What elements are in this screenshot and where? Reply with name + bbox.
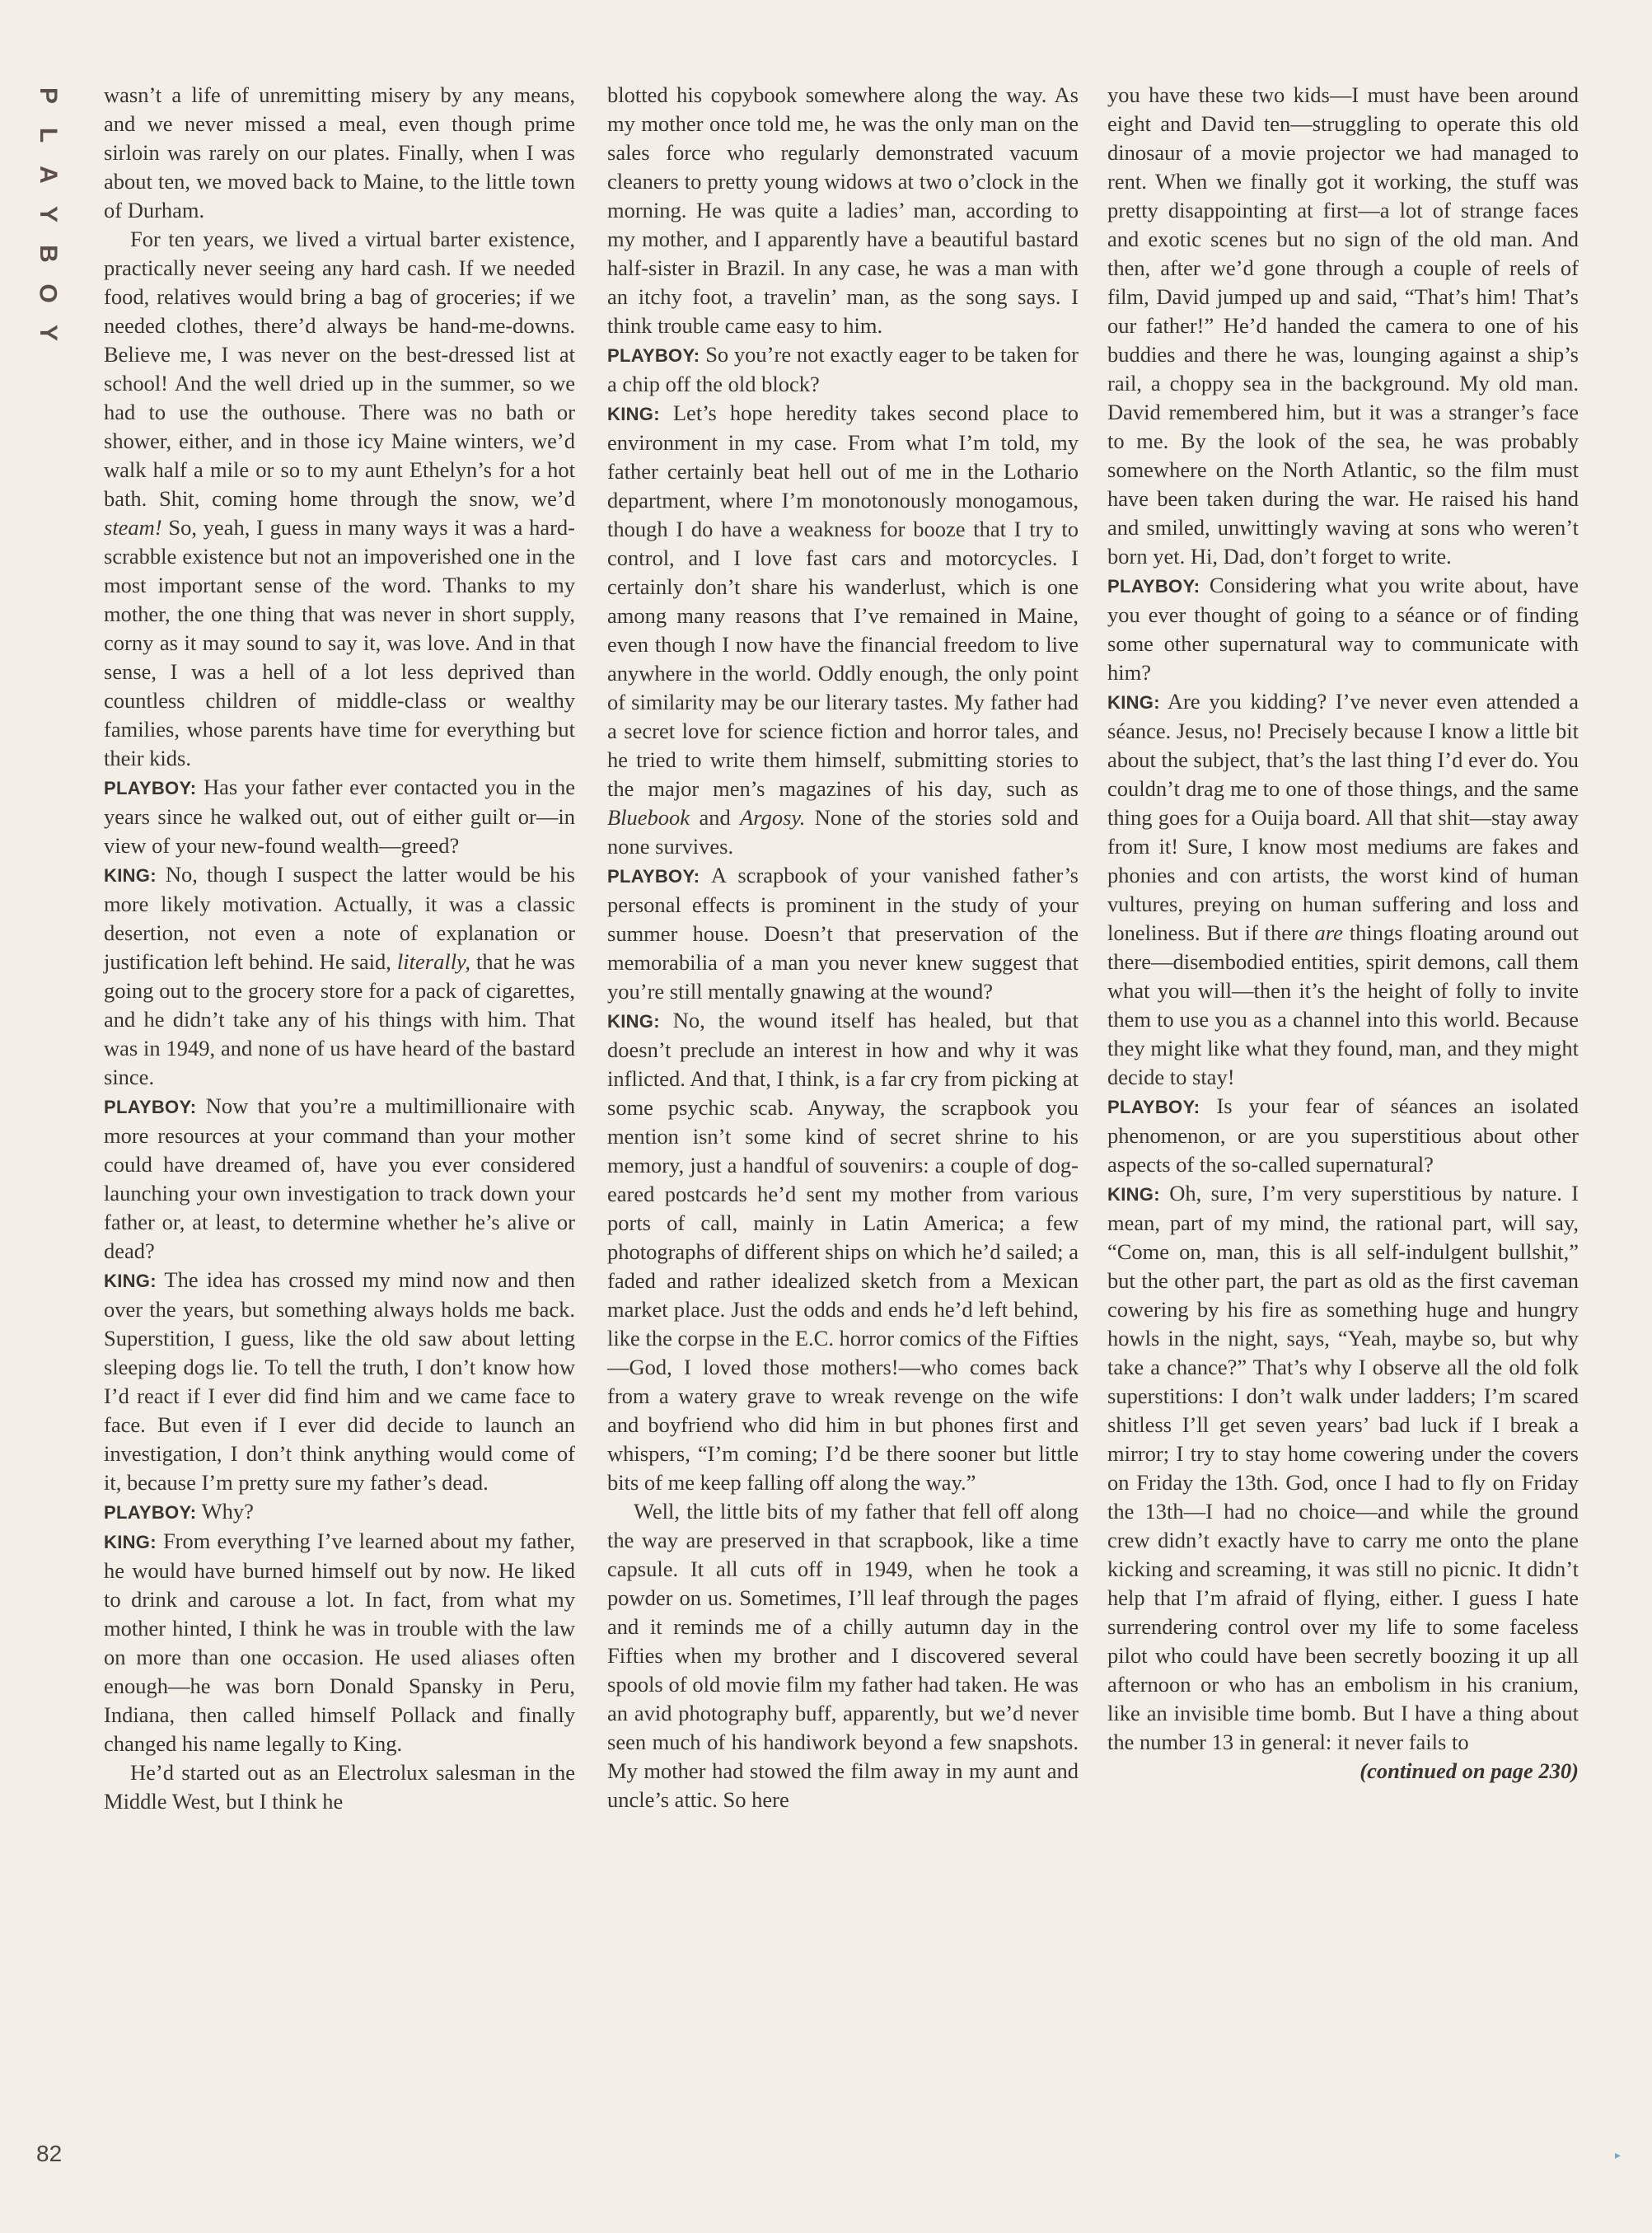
running-head [31,76,64,353]
paragraph-text: So you’re not exactly eager to be taken for a chip off the old block? [607,342,1079,396]
paragraph [607,340,1079,399]
paragraph [607,1497,1079,1814]
speaker-label: PLAYBOY: [104,1097,197,1117]
paragraph-text: Why? [201,1499,254,1524]
paragraph [1107,1092,1579,1179]
running-head-letter: B [34,245,62,263]
speaker-label: KING: [607,404,660,424]
speaker-label: PLAYBOY: [104,1502,197,1523]
text-column-1 [104,81,575,1816]
page-number: 82 [36,2141,63,2166]
paragraph-text: Considering what you write about, have you ever thought of going to a séance or of finding some other supernatural way to communicate with him? [1107,573,1579,685]
paragraph [607,1006,1079,1497]
speaker-label: KING: [104,1271,157,1291]
paragraph [104,225,575,773]
paragraph-text: Has your father ever contacted you in the years since he walked out, out of either guilt or—in view of your new-found wealth—greed? [104,775,576,858]
running-head-letter: Y [34,205,62,223]
paragraph-text: From everything I’ve learned about my father, he would have burned himself out by now. He liked to drink and carouse a lot. In fact, from what my mother hinted, I think he was in trouble with the law on more than one occasion. He used aliases often enough—he was born Donald Spansky in Peru, Indiana, then called himself Pollack and finally changed his name legally to King. [104,1528,575,1756]
paragraph-text: The idea has crossed my mind now and then over the years, but something always holds me back. Superstition, I guess, like the old saw about letting sleeping dogs lie. To tell the truth, I don’t know how I’d react if I ever did find him and we came face to face. But even if I ever did decide to launch an investigation, I don’t think anything would come of it, because I’m pretty sure my father’s dead. [104,1267,575,1495]
paragraph [104,1758,575,1816]
paragraph-text: For ten years, we lived a virtual barter existence, practically never seeing any hard cash. If we needed food, relatives would bring a bag of groceries; if we needed clothes, there’d always be hand-me-downs. Believe me, I was never on the best-dressed list at school! And the well dried up in the summer, so we had to use the outhouse. There was no bath or shower, either, and in those icy Maine winters, we’d walk half a mile or so to my aunt Ethelyn’s for a hot bath. Shit, coming home through the snow, we’d steam! So, yeah, I guess in many ways it was a hard-scrabble existence but not an impoverished one in the most important sense of the word. Thanks to my mother, the one thing that was never in short supply, corny as it may sound to say it, was love. And in that sense, I was a hell of a lot less deprived than countless children of middle-class or wealthy families, whose parents have time for everything but their kids. [104,227,575,770]
paragraph [104,81,575,225]
paragraph [607,399,1079,861]
paragraph-text: No, the wound itself has healed, but that doesn’t preclude an interest in how and why it was inflicted. And that, I think, is a far cry from picking at some psychic scab. Anyway, the scrapbook you mention isn’t some kind of secret shrine to his memory, just a handful of souvenirs: a couple of dog-eared postcards he’d sent my mother from various ports of call, mainly in Latin America; a few photographs of different ships on which he’d sailed; a faded and rather idealized sketch from a Mexican market place. Just the odds and ends he’d left behind, like the corpse in the E.C. horror comics of the Fifties—God, I loved those mothers!—who comes back from a watery grave to wreak revenge on the wife and boyfriend who did him in but phones first and whispers, “I’m coming; I’d be there sooner but little bits of me keep falling off along the way.” [607,1008,1079,1495]
paragraph-text: Now that you’re a multimillionaire with more resources at your command than your mother could have dreamed of, have you ever considered launching your own investigation to track down your father or, at least, to determine whether he’s alive or dead? [104,1093,575,1263]
paragraph [607,861,1079,1006]
paragraph [607,81,1079,340]
paragraph [1107,81,1579,571]
paragraph [1107,571,1579,687]
text-column-3 [1107,81,1579,1786]
paragraph-text: Oh, sure, I’m very superstitious by nature. I mean, part of my mind, the rational part, will say, “Come on, man, this is all self-indulgent bullshit,” but the other part, the part as old as the first caveman cowering by his fire as something huge and hungry howls in the night, says, “Yeah, maybe so, but why take a chance?” That’s why I observe all the old folk superstitions: I don’t walk under ladders; I’m scared shitless I’ll get seven years’ bad luck if I break a mirror; I try to stay home cowering under the covers on Friday the 13th. God, once I had to fly on Friday the 13th—I had no choice—and while the ground crew didn’t exactly have to carry me onto the plane kicking and screaming, it was still no picnic. It didn’t help that I’m afraid of flying, either. I guess I hate surrendering control over my life to some faceless pilot who could have been secretly boozing it up all afternoon or who has an embolism in his cranium, like an invisible time bomb. But I have a thing about the number 13 in general: it never fails to [1107,1181,1579,1754]
running-head-letter: O [35,283,62,303]
speaker-label: PLAYBOY: [1107,576,1200,597]
running-head-letter: P [34,87,62,105]
paragraph-text: blotted his copybook somewhere along the way. As my mother once told me, he was the only man on the sales force who regularly demonstrated vacuum cleaners to pretty young widows at two o’clock in the morning. He was quite a ladies’ man, according to my mother, and I apparently have a beautiful bastard half-sister in Brazil. In any case, he was a man with an itchy foot, a travelin’ man, as the song says. I think trouble came easy to him. [607,82,1079,338]
continued-line: (continued on page 230) [1360,1758,1579,1783]
speaker-label: PLAYBOY: [104,778,197,798]
paragraph [104,773,575,860]
paragraph [104,860,575,1092]
speaker-label: PLAYBOY: [607,866,700,887]
paragraph-text: Is your fear of séances an isolated phenomenon, or are you superstitious about other aspects of the so-called supernatural? [1107,1093,1579,1177]
paragraph [1107,1179,1579,1757]
corner-mark: ▸ [1615,2150,1622,2162]
paragraph-text: A scrapbook of your vanished father’s personal effects is prominent in the study of your summer house. Doesn’t that preservation of the memorabilia of a man you never knew suggest that you’re still mentally gnawing at the wound? [607,863,1079,1004]
paragraph-text: Well, the little bits of my father that fell off along the way are preserved in that scrapbook, like a time capsule. It all cuts off in 1949, when he took a powder on us. Sometimes, I’ll leaf through the pages and it reminds me of a chilly autumn day in the Fifties when my brother and I discovered several spools of old movie film my father had taken. He was an avid photography buff, apparently, but we’d never seen much of his handiwork beyond a few snapshots. My mother had stowed the film away in my aunt and uncle’s attic. So here [607,1499,1079,1812]
paragraph-text: He’d started out as an Electrolux salesman in the Middle West, but I think he [104,1760,575,1814]
running-head-letter: L [34,127,62,143]
paragraph-text: wasn’t a life of unremitting misery by any means, and we never missed a meal, even though prime sirloin was rarely on our plates. Finally, when I was about ten, we moved back to Maine, to the little town of Durham. [104,82,575,222]
paragraph-text: No, though I suspect the latter would be his more likely motivation. Actually, it was a classic desertion, not even a note of explanation or justification left behind. He said, literally, that he was going out to the grocery store for a pack of cigarettes, and he didn’t take any of his things with him. That was in 1949, and none of us have heard of the bastard since. [104,862,575,1089]
paragraph-text: Let’s hope heredity takes second place to environment in my case. From what I’m told, my father certainly beat hell out of me in the Lothario department, where I’m monotonously monogamous, though I do have a weakness for booze that I try to control, and I love fast cars and motorcycles. I certainly don’t share his wanderlust, which is one among many reasons that I’ve remained in Maine, even though I now have the financial freedom to live anywhere in the world. Oddly enough, the only point of similarity may be our literary tastes. My father had a secret love for science fiction and horror tales, and he tried to write them himself, submitting stories to the major men’s magazines of his day, such as Bluebook and Argosy. None of the stories sold and none survives. [607,400,1079,859]
text-column-2 [607,81,1079,1814]
speaker-label: KING: [607,1011,660,1032]
running-head-letter: A [34,166,62,184]
speaker-label: PLAYBOY: [1107,1097,1200,1117]
paragraph [104,1497,575,1527]
paragraph [1107,687,1579,1092]
paragraph [104,1527,575,1758]
speaker-label: KING: [1107,692,1160,713]
speaker-label: KING: [104,865,157,886]
paragraph [104,1266,575,1497]
speaker-label: PLAYBOY: [607,345,700,366]
speaker-label: KING: [1107,1184,1160,1205]
paragraph-text: you have these two kids—I must have been around eight and David ten—struggling to operate this old dinosaur of a movie projector we had managed to rent. When we finally got it working, the stuff was pretty disappointing at first—a lot of strange faces and exotic scenes but no sign of the old man. And then, after we’d gone through a couple of reels of film, David jumped up and said, “That’s him! That’s our father!” He’d handed the camera to one of his buddies and there he was, lounging against a ship’s rail, a choppy sea in the background. My old man. David remembered him, but it was a stranger’s face to me. By the look of the sea, he was probably somewhere on the North Atlantic, so the film must have been taken during the war. He raised his hand and smiled, unwittingly waving at sons who weren’t born yet. Hi, Dad, don’t forget to write. [1107,82,1579,569]
paragraph [104,1092,575,1266]
paragraph-text: Are you kidding? I’ve never even attended a séance. Jesus, no! Precisely because I know a little bit about the subject, that’s the last thing I’d ever do. You couldn’t drag me to one of those things, and the same thing goes for a Ouija board. All that shit—stay away from it! Sure, I know most mediums are fakes and phonies and con artists, the worst kind of human vultures, preying on human suffering and loss and loneliness. But if there are things floating around out there—disembodied entities, spirit demons, call them what you will—then it’s the height of folly to invite them to use you as a channel into this world. Because they might like what they found, man, and they might decide to stay! [1107,689,1579,1089]
speaker-label: KING: [104,1532,157,1552]
running-head-letter: Y [34,324,62,342]
